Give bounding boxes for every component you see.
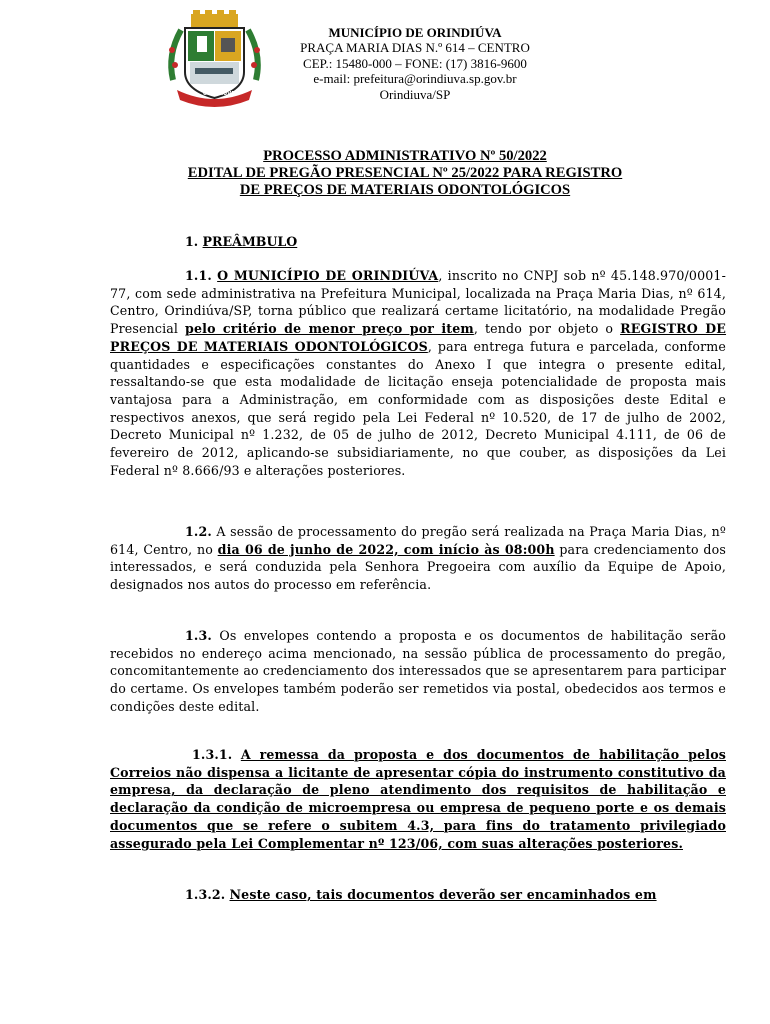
document-title bbox=[110, 148, 700, 199]
address: PRAÇA MARIA DIAS N.º 614 – CENTRO bbox=[300, 40, 530, 56]
paragraph-text: , inscrito no CNPJ sob nº 45.148.970/0001-77, com sede administrativa na Prefeitura Municipal, localizada na Praça Maria Dias, nº 614, Centro, Orindiúva/SP, torna público que realizará certame licitatório, na modalidade Pregão Presencial bbox=[110, 268, 726, 337]
date-emphasis: dia 06 de junho de 2022, com início às 08:00h bbox=[217, 541, 555, 557]
crest-ribbon-text: ORINDIÚVA bbox=[203, 91, 235, 97]
paragraph-1-3 bbox=[110, 627, 726, 716]
paragraph-text: para credenciamento dos interessados, e será conduzida pela Senhora Pregoeira com auxílio da Equipe de Apoio, designados nos autos do processo em referência. bbox=[110, 541, 726, 593]
paragraph-number: 1.1. bbox=[185, 268, 212, 283]
email: e-mail: prefeitura@orindiuva.sp.gov.br bbox=[313, 71, 517, 87]
paragraph-number: 1.2. bbox=[185, 524, 212, 539]
criterion-emphasis: pelo critério de menor preço por item bbox=[185, 321, 474, 337]
paragraph-text: Os envelopes contendo a proposta e os documentos de habilitação serão recebidos no endereço acima mencionado, na sessão pública de processamento do pregão, concomitantemente ao credenciamento dos interessados que se apresentarem para participar do certame. Os envelopes também poderão ser remetidos via postal, obedecidos aos termos e condições deste edital. bbox=[110, 628, 726, 714]
paragraph-text: , tendo por objeto o bbox=[473, 321, 621, 337]
object-emphasis: REGISTRO DE PREÇOS DE MATERIAIS ODONTOLÓGICOS bbox=[110, 321, 727, 354]
paragraph-1-2 bbox=[110, 523, 726, 594]
paragraph-1-1 bbox=[110, 267, 726, 479]
paragraph-number: 1.3. bbox=[185, 628, 212, 643]
title-line-1: PROCESSO ADMINISTRATIVO Nº 50/2022 bbox=[263, 148, 547, 164]
cep-phone: CEP.: 15480-000 – FONE: (17) 3816-9600 bbox=[303, 55, 527, 71]
title-line-3: DE PREÇOS DE MATERIAIS ODONTOLÓGICOS bbox=[239, 182, 571, 198]
paragraph-text: , para entrega futura e parcelada, conforme quantidades e especificações constantes do Anexo I que integra o presente edital, ressaltando-se que esta modalidade de licitação enseja potencialidade de proposta mais vantajosa para a Administração, em conformidade com as disposições deste Edital e respectivos anexos, que será regido pela Lei Federal nº 10.520, de 17 de julho de 2002, Decreto Municipal nº 1.232, de 05 de julho de 2012, Decreto Municipal 4.111, de 06 de fevereiro de 2012, aplicando-se subsidiariamente, no que couber, as disposições da Lei Federal nº 8.666/93 e alterações posteriores. bbox=[110, 338, 726, 478]
paragraph-1-3-2 bbox=[110, 886, 726, 904]
paragraph-number: 1.3.1. bbox=[192, 747, 233, 762]
section-title: PREÂMBULO bbox=[202, 234, 298, 249]
municipality-name: MUNICÍPIO DE ORINDIÚVA bbox=[328, 25, 502, 40]
city: Orindiuva/SP bbox=[379, 86, 451, 102]
paragraph-text: A remessa da proposta e dos documentos de habilitação pelos Correios não dispensa a licitante de apresentar cópia do instrumento constitutivo da empresa, da declaração de pleno atendimento dos requisitos de habilitação e declaração da condição de microempresa ou empresa de pequeno porte e os demais documentos que se refere o subitem 4.3, para fins do tratamento privilegiado assegurado pela Lei Complementar nº 123/06, com suas alterações posteriores. bbox=[110, 747, 726, 851]
paragraph-1-3-1 bbox=[110, 746, 726, 852]
paragraph-text: A sessão de processamento do pregão será realizada na Praça Maria Dias, nº 614, Centro, no bbox=[110, 524, 726, 557]
municipality-emphasis: O MUNICÍPIO DE ORINDIÚVA bbox=[217, 268, 439, 283]
paragraph-number: 1.3.2. bbox=[185, 887, 226, 902]
title-line-2: EDITAL DE PREGÃO PRESENCIAL Nº 25/2022 PARA REGISTRO bbox=[187, 165, 623, 181]
paragraph-text: Neste caso, tais documentos deverão ser encaminhados em bbox=[229, 887, 657, 902]
letterhead bbox=[270, 25, 560, 102]
section-number: 1. bbox=[185, 234, 199, 249]
section-heading bbox=[185, 234, 297, 249]
